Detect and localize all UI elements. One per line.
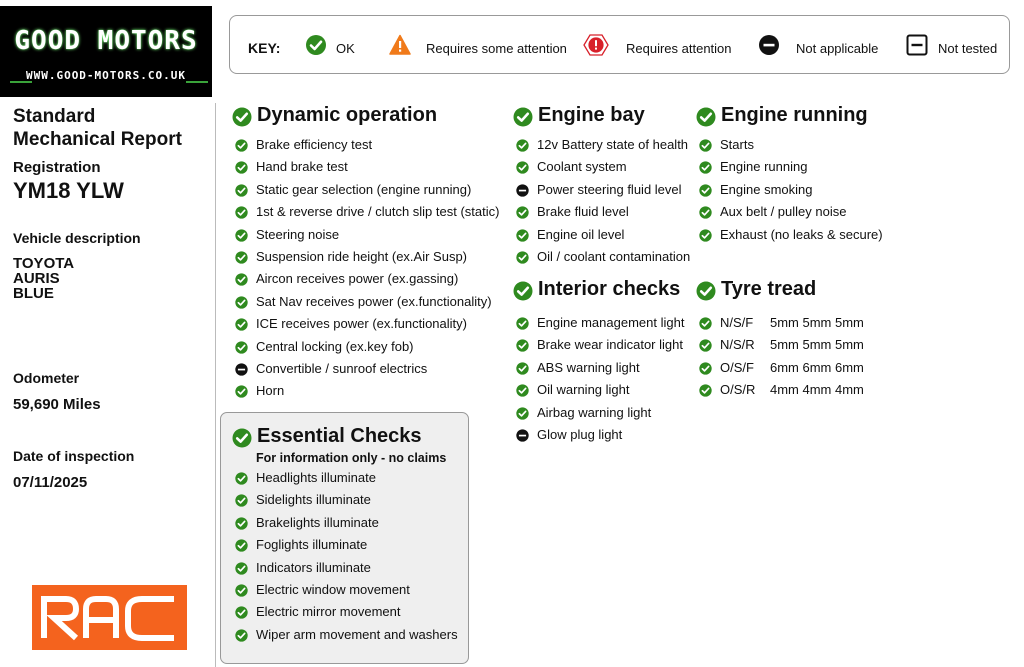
check-icon xyxy=(232,428,252,448)
tyre-tread-depths: 5mm 5mm 5mm xyxy=(770,315,864,330)
interior-item-label: Oil warning light xyxy=(537,382,630,398)
engine-bay-item-label: Engine oil level xyxy=(537,226,625,242)
dynamic-item-label: Horn xyxy=(256,383,285,399)
logo-title: GOOD MOTORS xyxy=(14,26,198,56)
essential-item-label: Indicators illuminate xyxy=(256,559,371,575)
check-icon xyxy=(235,229,248,242)
check-icon xyxy=(699,206,712,219)
check-icon xyxy=(516,384,529,397)
inspection-date-value: 07/11/2025 xyxy=(13,474,88,491)
check-icon xyxy=(305,34,327,56)
check-icon xyxy=(235,385,248,398)
check-icon xyxy=(513,107,533,127)
dynamic-item-label: Brake efficiency test xyxy=(256,137,373,152)
vehicle-colour: BLUE xyxy=(13,285,54,302)
dynamic-item-label: ICE receives power (ex.functionality) xyxy=(256,316,467,332)
engine-running-title: Engine running xyxy=(721,104,868,126)
check-icon xyxy=(516,362,529,375)
key-label-not-tested: Not tested xyxy=(938,41,998,56)
check-icon xyxy=(235,494,248,507)
engine-bay-item-label: 12v Battery state of health xyxy=(537,137,689,152)
good-motors-logo xyxy=(0,6,212,97)
check-icon xyxy=(235,629,248,642)
not-tested-icon xyxy=(906,34,928,56)
check-icon xyxy=(235,341,248,354)
dynamic-item-label: Central locking (ex.key fob) xyxy=(256,338,414,354)
key-label-attention: Requires attention xyxy=(626,41,732,56)
check-icon xyxy=(696,107,716,127)
check-icon xyxy=(235,562,248,575)
check-icon xyxy=(516,161,529,174)
dynamic-item-label: Steering noise xyxy=(256,226,340,242)
check-icon xyxy=(516,139,529,152)
check-icon xyxy=(235,161,248,174)
check-icon xyxy=(235,273,248,286)
engine-running-item-label: Exhaust (no leaks & secure) xyxy=(720,226,883,242)
interior-item-label: Engine management light xyxy=(537,315,685,330)
odometer-value: 59,690 Miles xyxy=(13,396,101,413)
logo-underline-right xyxy=(186,81,208,83)
dynamic-item-label: 1st & reverse drive / clutch slip test (static) xyxy=(256,204,500,220)
inspection-date-label: Date of inspection xyxy=(13,448,135,464)
tyre-tread-depths: 5mm 5mm 5mm xyxy=(770,337,864,353)
check-icon xyxy=(699,317,712,330)
interior-title: Interior checks xyxy=(538,278,681,300)
key-label-some-attention: Requires some attention xyxy=(426,41,567,56)
essential-item-label: Foglights illuminate xyxy=(256,537,368,553)
essential-item-label: Sidelights illuminate xyxy=(256,492,371,508)
interior-item-label: Glow plug light xyxy=(537,427,623,442)
tyre-position: N/S/R xyxy=(720,337,755,353)
report-title-line2: Mechanical Report xyxy=(13,129,182,150)
dynamic-item-label: Static gear selection (engine running) xyxy=(256,181,472,197)
essential-item-label: Headlights illuminate xyxy=(256,470,376,485)
check-icon xyxy=(516,407,529,420)
engine-bay-item-label: Coolant system xyxy=(537,159,627,175)
engine-bay-title: Engine bay xyxy=(538,104,645,126)
engine-running-item-label: Aux belt / pulley noise xyxy=(720,204,847,220)
registration-label: Registration xyxy=(13,159,101,176)
check-icon xyxy=(699,184,712,197)
dynamic-item-label: Sat Nav receives power (ex.functionality) xyxy=(256,293,492,309)
tyre-title: Tyre tread xyxy=(721,278,817,300)
dynamic-item-label: Aircon receives power (ex.gassing) xyxy=(256,271,459,287)
interior-item-label: Airbag warning light xyxy=(537,404,652,420)
registration-value: YM18 YLW xyxy=(13,178,124,203)
check-icon xyxy=(516,251,529,264)
key-title: KEY: xyxy=(248,40,281,56)
check-icon xyxy=(696,281,716,301)
essential-item-label: Electric mirror movement xyxy=(256,604,401,620)
key-label-ok: OK xyxy=(336,41,355,56)
check-icon xyxy=(235,472,248,485)
column-divider xyxy=(215,103,216,667)
not-applicable-icon xyxy=(516,429,529,442)
check-icon xyxy=(699,139,712,152)
alert-icon xyxy=(583,34,609,56)
essential-subtitle: For information only - no claims xyxy=(256,451,447,465)
key-legend xyxy=(229,15,1010,74)
check-icon xyxy=(513,281,533,301)
odometer-label: Odometer xyxy=(13,370,80,386)
check-icon xyxy=(699,161,712,174)
check-icon xyxy=(235,206,248,219)
check-icon xyxy=(235,296,248,309)
check-icon xyxy=(516,206,529,219)
vehicle-make: TOYOTA xyxy=(13,255,75,272)
check-icon xyxy=(235,318,248,331)
vehicle-model: AURIS xyxy=(13,270,60,287)
essential-item-label: Electric window movement xyxy=(256,582,410,597)
tyre-position: O/S/F xyxy=(720,359,754,375)
engine-running-item-label: Starts xyxy=(720,137,754,152)
check-icon xyxy=(235,517,248,530)
check-icon xyxy=(516,229,529,242)
tyre-position: O/S/R xyxy=(720,382,756,398)
not-applicable-icon xyxy=(758,34,780,56)
logo-url: WWW.GOOD-MOTORS.CO.UK xyxy=(25,69,187,82)
engine-bay-item-label: Power steering fluid level xyxy=(537,181,682,197)
check-icon xyxy=(235,539,248,552)
vehicle-description-label: Vehicle description xyxy=(13,230,141,246)
engine-running-item-label: Engine smoking xyxy=(720,181,813,197)
essential-item-label: Brakelights illuminate xyxy=(256,514,379,530)
check-icon xyxy=(699,384,712,397)
engine-running-item-label: Engine running xyxy=(720,159,808,175)
check-icon xyxy=(699,229,712,242)
check-icon xyxy=(235,584,248,597)
check-icon xyxy=(235,251,248,264)
essential-title: Essential Checks xyxy=(257,425,422,447)
dynamic-item-label: Hand brake test xyxy=(256,159,348,175)
not-applicable-icon xyxy=(516,184,529,197)
key-label-not-applicable: Not applicable xyxy=(796,41,879,56)
essential-item-label: Wiper arm movement and washers xyxy=(256,626,458,642)
interior-item-label: ABS warning light xyxy=(537,359,640,375)
tyre-tread-depths: 4mm 4mm 4mm xyxy=(770,382,864,398)
check-icon xyxy=(235,184,248,197)
check-icon xyxy=(516,339,529,352)
check-icon xyxy=(699,362,712,375)
rac-logo xyxy=(32,585,187,650)
engine-bay-item-label: Oil / coolant contamination xyxy=(537,249,691,264)
not-applicable-icon xyxy=(235,363,248,376)
engine-bay-item-label: Brake fluid level xyxy=(537,204,629,220)
check-icon xyxy=(235,139,248,152)
check-icon xyxy=(699,339,712,352)
interior-item-label: Brake wear indicator light xyxy=(537,337,683,353)
check-icon xyxy=(516,317,529,330)
dynamic-item-label: Suspension ride height (ex.Air Susp) xyxy=(256,249,468,264)
rac-logo-mark xyxy=(32,585,187,650)
tyre-tread-depths: 6mm 6mm 6mm xyxy=(770,359,864,375)
check-icon xyxy=(232,107,252,127)
warning-triangle-icon xyxy=(389,34,411,56)
tyre-position: N/S/F xyxy=(720,315,754,330)
check-icon xyxy=(235,606,248,619)
dynamic-title: Dynamic operation xyxy=(257,104,438,126)
dynamic-item-label: Convertible / sunroof electrics xyxy=(256,361,428,376)
report-title-line1: Standard xyxy=(13,106,96,127)
